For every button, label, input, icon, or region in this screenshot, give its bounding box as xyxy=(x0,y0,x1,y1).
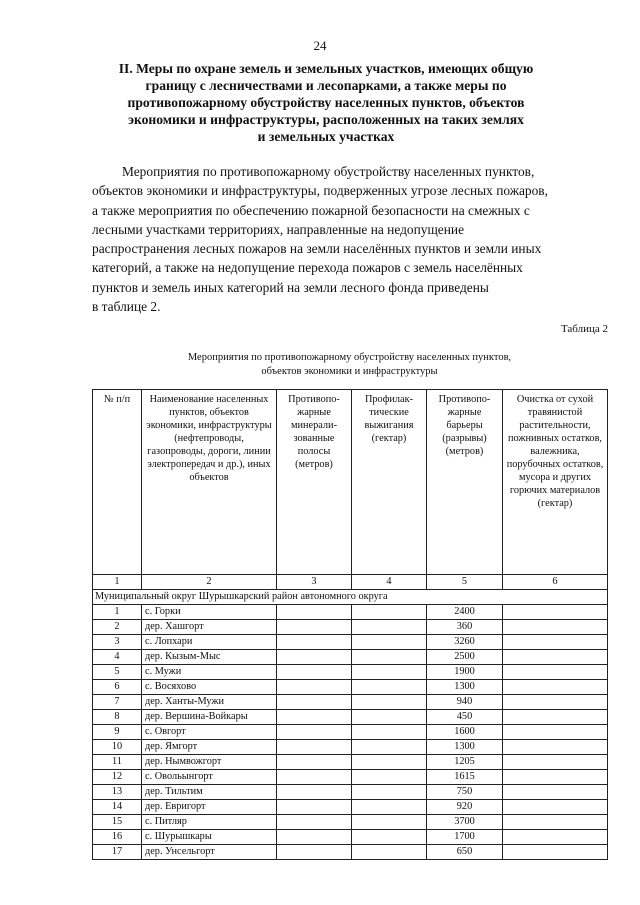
cell-name: дер. Ямгорт xyxy=(142,740,277,755)
cell-col4 xyxy=(352,680,427,695)
cell-num: 10 xyxy=(93,740,142,755)
section-title-line: границу с лесничествами и лесопарками, а также меры по xyxy=(145,78,507,93)
cell-col3 xyxy=(277,710,352,725)
cell-name: с. Восяхово xyxy=(142,680,277,695)
cell-num: 12 xyxy=(93,770,142,785)
table-caption-line: Мероприятия по противопожарному обустройству населенных пунктов, xyxy=(187,352,512,363)
column-number-row xyxy=(93,575,608,590)
table-label: Таблица 2 xyxy=(560,323,608,335)
intro-line: а также мероприятия по обеспечению пожарной безопасности на смежных с xyxy=(92,202,530,218)
cell-col5: 940 xyxy=(427,695,503,710)
cell-col4 xyxy=(352,755,427,770)
section-title xyxy=(96,60,556,145)
cell-name: дер. Нымвожгорт xyxy=(142,755,277,770)
cell-col6 xyxy=(503,680,608,695)
cell-col3 xyxy=(277,695,352,710)
table-caption xyxy=(92,351,607,379)
column-number: 2 xyxy=(142,575,277,590)
cell-col3 xyxy=(277,740,352,755)
cell-num: 8 xyxy=(93,710,142,725)
cell-col6 xyxy=(503,650,608,665)
cell-name: с. Мужи xyxy=(142,665,277,680)
cell-name: дер. Евригорт xyxy=(142,800,277,815)
cell-col5: 1900 xyxy=(427,665,503,680)
cell-name: дер. Ханты-Мужи xyxy=(142,695,277,710)
cell-col6 xyxy=(503,710,608,725)
cell-col5: 750 xyxy=(427,785,503,800)
cell-num: 9 xyxy=(93,725,142,740)
cell-num: 16 xyxy=(93,830,142,845)
intro-paragraph xyxy=(92,162,607,316)
intro-line: пунктов и земель иных категорий на земли лесного фонда приведены xyxy=(92,279,489,295)
cell-col3 xyxy=(277,680,352,695)
cell-col3 xyxy=(277,815,352,830)
column-number: 3 xyxy=(277,575,352,590)
section-title-line: экономики и инфраструктуры, расположенных на таких землях xyxy=(128,112,524,127)
cell-num: 14 xyxy=(93,800,142,815)
cell-name: с. Овольынгорт xyxy=(142,770,277,785)
cell-col3 xyxy=(277,845,352,860)
cell-col6 xyxy=(503,605,608,620)
cell-col6 xyxy=(503,620,608,635)
table-row xyxy=(93,725,608,740)
table-row xyxy=(93,665,608,680)
table-row xyxy=(93,710,608,725)
cell-col3 xyxy=(277,605,352,620)
cell-col6 xyxy=(503,845,608,860)
cell-col4 xyxy=(352,845,427,860)
section-title-line: II. Меры по охране земель и земельных участков, имеющих общую xyxy=(118,61,534,76)
table-header-row xyxy=(93,390,608,575)
cell-name: с. Овгорт xyxy=(142,725,277,740)
cell-col6 xyxy=(503,785,608,800)
column-number: 4 xyxy=(352,575,427,590)
cell-col4 xyxy=(352,770,427,785)
cell-col5: 3700 xyxy=(427,815,503,830)
cell-col4 xyxy=(352,695,427,710)
table-caption-line: объектов экономики и инфраструктуры xyxy=(261,366,438,377)
cell-col4 xyxy=(352,605,427,620)
group-row xyxy=(93,590,608,605)
cell-col6 xyxy=(503,740,608,755)
cell-col4 xyxy=(352,725,427,740)
cell-col3 xyxy=(277,725,352,740)
cell-col6 xyxy=(503,725,608,740)
table-row xyxy=(93,800,608,815)
section-title-line: и земельных участках xyxy=(257,129,395,144)
cell-num: 6 xyxy=(93,680,142,695)
cell-col5: 1300 xyxy=(427,680,503,695)
cell-col6 xyxy=(503,815,608,830)
header-controlled-burning: Профилак-тические выжигания (гектар) xyxy=(352,390,427,575)
cell-num: 11 xyxy=(93,755,142,770)
cell-name: дер. Хашгорт xyxy=(142,620,277,635)
page-number: 24 xyxy=(313,38,327,53)
cell-col5: 1615 xyxy=(427,770,503,785)
cell-num: 7 xyxy=(93,695,142,710)
table-row xyxy=(93,830,608,845)
table-row xyxy=(93,845,608,860)
column-number: 6 xyxy=(503,575,608,590)
table-row xyxy=(93,650,608,665)
table-row xyxy=(93,770,608,785)
cell-num: 4 xyxy=(93,650,142,665)
cell-name: с. Горки xyxy=(142,605,277,620)
cell-col6 xyxy=(503,635,608,650)
header-name: Наименование населенных пунктов, объектов экономики, инфраструктуры (нефтепроводы, газопроводы, дороги, линии электропередач и др.), иных объектов xyxy=(142,390,277,575)
table-row xyxy=(93,740,608,755)
cell-col5: 1700 xyxy=(427,830,503,845)
cell-col6 xyxy=(503,800,608,815)
cell-col5: 650 xyxy=(427,845,503,860)
cell-col6 xyxy=(503,755,608,770)
header-fire-barriers: Противопо-жарные барьеры (разрывы) (метров) xyxy=(427,390,503,575)
cell-name: дер. Вершина-Войкары xyxy=(142,710,277,725)
table-row xyxy=(93,695,608,710)
table-row xyxy=(93,755,608,770)
cell-num: 15 xyxy=(93,815,142,830)
header-firebreak-strips: Противопо-жарные минерали-зованные полосы (метров) xyxy=(277,390,352,575)
table-row xyxy=(93,680,608,695)
intro-line: распространения лесных пожаров на земли населённых пунктов и земли иных xyxy=(92,241,542,257)
cell-col5: 360 xyxy=(427,620,503,635)
cell-col3 xyxy=(277,665,352,680)
cell-col4 xyxy=(352,650,427,665)
cell-col3 xyxy=(277,785,352,800)
cell-name: с. Лопхари xyxy=(142,635,277,650)
cell-col4 xyxy=(352,740,427,755)
cell-name: дер. Тильтим xyxy=(142,785,277,800)
cell-col4 xyxy=(352,815,427,830)
table-row xyxy=(93,605,608,620)
cell-col6 xyxy=(503,770,608,785)
intro-line: объектов экономики и инфраструктуры, подверженных угрозе лесных пожаров, xyxy=(92,183,548,199)
cell-num: 1 xyxy=(93,605,142,620)
cell-col3 xyxy=(277,650,352,665)
measures-table xyxy=(92,389,608,860)
cell-num: 17 xyxy=(93,845,142,860)
cell-col3 xyxy=(277,800,352,815)
cell-name: дер. Кызым-Мыс xyxy=(142,650,277,665)
cell-col5: 1205 xyxy=(427,755,503,770)
cell-col6 xyxy=(503,695,608,710)
cell-num: 13 xyxy=(93,785,142,800)
cell-name: с. Шурышкары xyxy=(142,830,277,845)
cell-col5: 920 xyxy=(427,800,503,815)
intro-line: в таблице 2. xyxy=(92,299,161,315)
cell-col5: 1300 xyxy=(427,740,503,755)
cell-name: дер. Унсельгорт xyxy=(142,845,277,860)
cell-col3 xyxy=(277,635,352,650)
cell-col4 xyxy=(352,785,427,800)
column-number: 5 xyxy=(427,575,503,590)
cell-col4 xyxy=(352,800,427,815)
table-row xyxy=(93,635,608,650)
group-title: Муниципальный округ Шурышкарский район автономного округа xyxy=(93,590,608,605)
cell-col3 xyxy=(277,755,352,770)
cell-col6 xyxy=(503,665,608,680)
table-row xyxy=(93,815,608,830)
intro-line: Мероприятия по противопожарному обустройству населенных пунктов, xyxy=(122,164,535,179)
cell-col5: 2500 xyxy=(427,650,503,665)
cell-col4 xyxy=(352,635,427,650)
column-number: 1 xyxy=(93,575,142,590)
cell-col5: 2400 xyxy=(427,605,503,620)
cell-num: 3 xyxy=(93,635,142,650)
cell-col3 xyxy=(277,620,352,635)
cell-col5: 1600 xyxy=(427,725,503,740)
cell-col5: 3260 xyxy=(427,635,503,650)
cell-col3 xyxy=(277,830,352,845)
cell-col3 xyxy=(277,770,352,785)
header-num: № п/п xyxy=(93,390,142,575)
cell-num: 5 xyxy=(93,665,142,680)
cell-col4 xyxy=(352,665,427,680)
cell-col5: 450 xyxy=(427,710,503,725)
cell-name: с. Питляр xyxy=(142,815,277,830)
intro-line: лесными участками территориях, направленные на недопущение xyxy=(92,221,465,237)
table-row xyxy=(93,785,608,800)
intro-line: категорий, а также на недопущение перехода пожаров с земель населённых xyxy=(92,260,523,276)
cell-col4 xyxy=(352,620,427,635)
table-row xyxy=(93,620,608,635)
cell-num: 2 xyxy=(93,620,142,635)
header-debris-cleanup: Очистка от сухой травянистой растительности, пожнивных остатков, валежника, порубочных остатков, мусора и других горючих материалов (гектар) xyxy=(503,390,608,575)
cell-col4 xyxy=(352,830,427,845)
cell-col4 xyxy=(352,710,427,725)
cell-col6 xyxy=(503,830,608,845)
section-title-line: противопожарному обустройству населенных пунктов, объектов xyxy=(127,95,525,110)
